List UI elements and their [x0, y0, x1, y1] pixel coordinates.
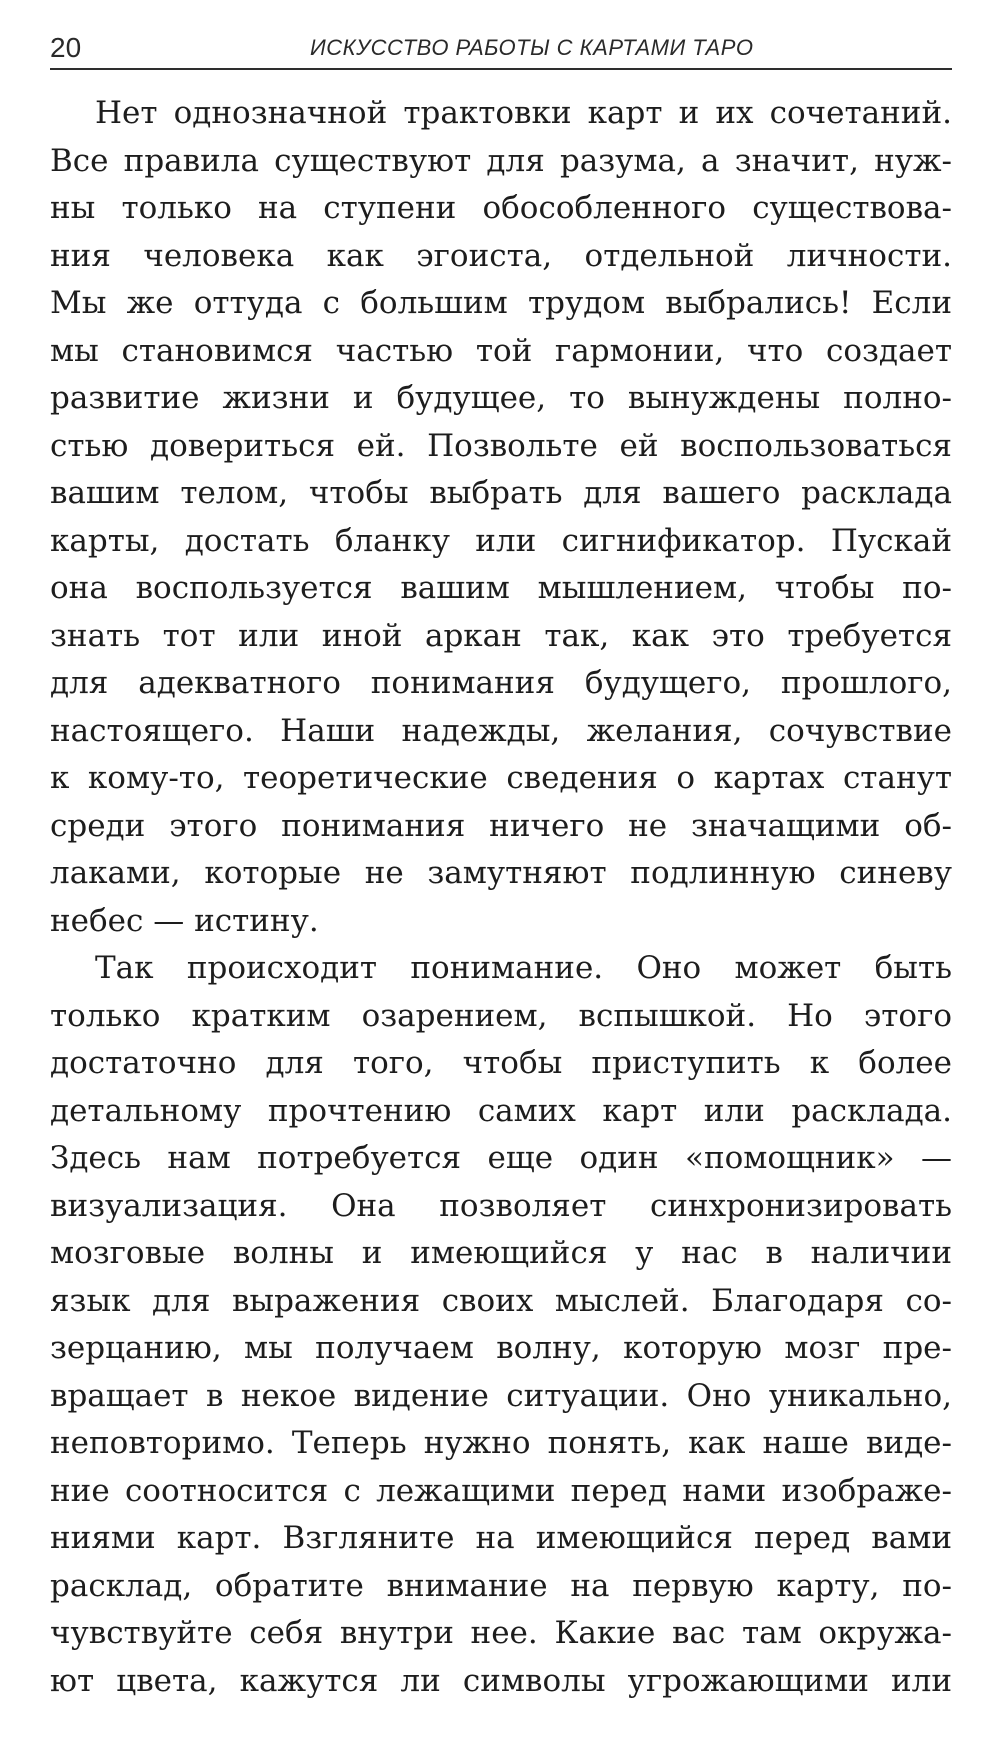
text-line: для адекватного понимания будущего, прошлого, — [50, 665, 952, 701]
text-line: зерцанию, мы получаем волну, которую мозг пре- — [50, 1330, 952, 1366]
text-line: мы становимся частью той гармонии, что создает — [50, 332, 952, 369]
text-line: ют цвета, кажутся ли символы угрожающими или — [50, 1662, 952, 1699]
text-line: достаточно для того, чтобы приступить к более — [50, 1045, 952, 1081]
text-line: детальному прочтению самих карт или расклада. — [50, 1092, 952, 1129]
text-line: ниями карт. Взгляните на имеющийся перед вами — [50, 1520, 952, 1556]
text-line: ния человека как эгоиста, отдельной личности. — [50, 237, 952, 274]
running-title: ИСКУССТВО РАБОТЫ С КАРТАМИ ТАРО — [310, 35, 754, 60]
text-line: к кому-то, теоретические сведения о картах станут — [50, 760, 952, 796]
body-text — [50, 90, 952, 1705]
text-line: небес — истину. — [50, 902, 319, 939]
text-line: знать тот или иной аркан так, как это требуется — [50, 617, 952, 654]
paragraph — [50, 945, 952, 1705]
text-line: среди этого понимания ничего не значащими об- — [50, 807, 952, 844]
text-line: лаками, которые не замутняют подлинную синеву — [50, 855, 952, 891]
text-line: Мы же оттуда с большим трудом выбрались! Если — [50, 285, 952, 321]
text-line: ние соотносится с лежащими перед нами изображе- — [50, 1472, 952, 1509]
paragraph — [50, 90, 952, 945]
text-line: Все правила существуют для разума, а значит, нуж- — [50, 142, 952, 179]
text-line: мозговые волны и имеющийся у нас в наличии — [50, 1235, 952, 1271]
text-line: стью довериться ей. Позвольте ей воспользоваться — [50, 427, 952, 464]
page-header — [50, 28, 952, 70]
text-line: карты, достать бланку или сигнификатор. Пускай — [50, 522, 952, 559]
header-rule — [50, 68, 952, 70]
text-line: развитие жизни и будущее, то вынуждены полно- — [50, 380, 952, 416]
text-line: только кратким озарением, вспышкой. Но этого — [50, 997, 952, 1034]
text-line: язык для выражения своих мыслей. Благодаря со- — [50, 1282, 952, 1319]
text-line: вращает в некое видение ситуации. Оно уникально, — [50, 1377, 952, 1414]
text-line: Нет однозначной трактовки карт и их сочетаний. — [95, 95, 952, 131]
text-line: визуализация. Она позволяет синхронизировать — [50, 1187, 952, 1224]
page-number: 20 — [50, 32, 82, 63]
text-line: Так происходит понимание. Оно может быть — [95, 950, 952, 986]
text-line: расклад, обратите внимание на первую карту, по- — [50, 1567, 952, 1604]
text-line: настоящего. Наши надежды, желания, сочувствие — [50, 712, 952, 749]
text-line: неповторимо. Теперь нужно понять, как наше виде- — [50, 1425, 952, 1461]
text-line: вашим телом, чтобы выбрать для вашего расклада — [50, 475, 952, 511]
text-line: Здесь нам потребуется еще один «помощник» — — [50, 1140, 952, 1176]
text-line: она воспользуется вашим мышлением, чтобы по- — [50, 570, 952, 606]
text-line: ны только на ступени обособленного существова- — [50, 190, 952, 226]
text-line: чувствуйте себя внутри нее. Какие вас там окружа- — [50, 1615, 952, 1651]
